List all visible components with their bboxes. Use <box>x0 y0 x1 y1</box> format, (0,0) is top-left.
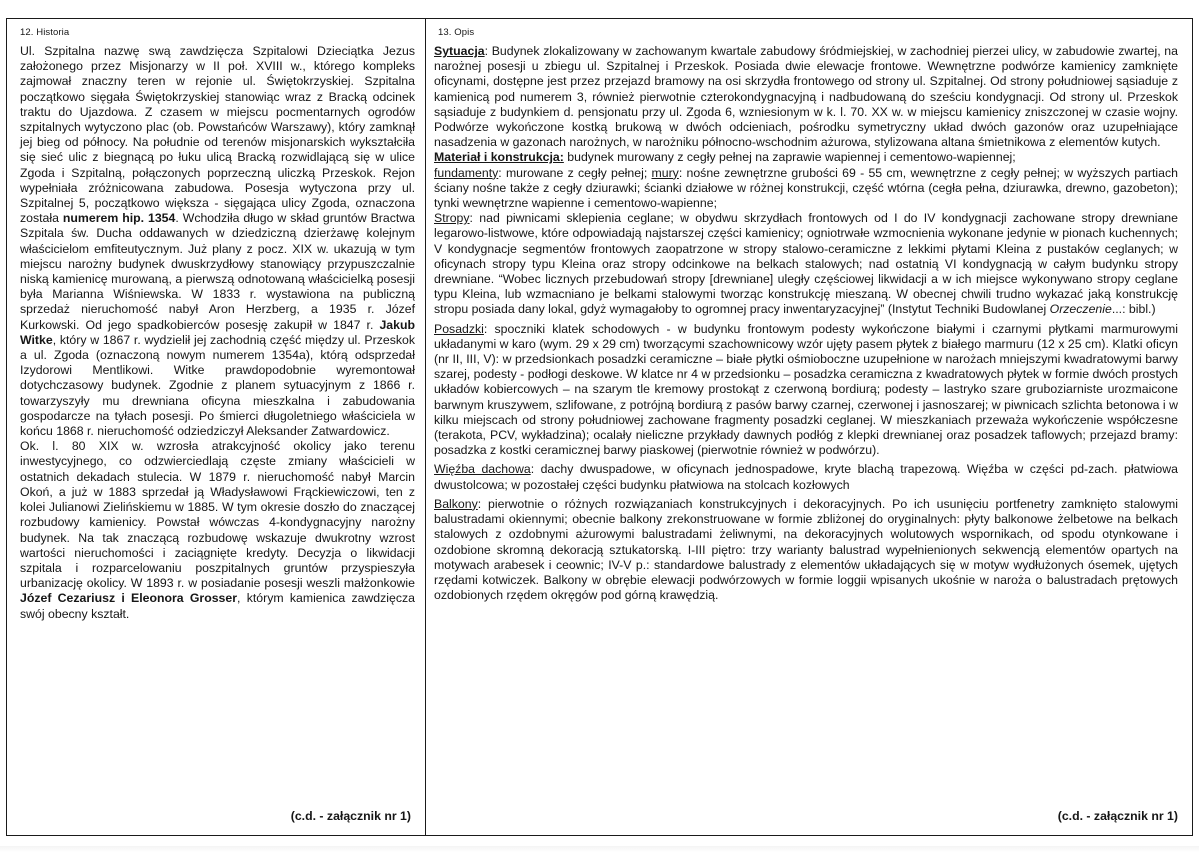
stropy-label: Stropy <box>434 211 470 226</box>
history-text-run: , którym kamienica zawdzięcza swój obecny kształt. <box>20 591 416 621</box>
history-heading: 12. Historia <box>20 27 70 38</box>
document-sheet <box>6 18 1193 836</box>
stropy-end: ...: bibl.) <box>1111 302 1156 317</box>
history-text-run: Ul. Szpitalna nazwę swą zawdzięcza Szpitalowi Dzieciątka Jezus założonego przez Misjonarzy w II poł. XVIII w., którego kompleks zajmował znaczny teren w rejonie ul. Świętokrzyskiej. Szpitalna początkowo sięgała Świętokrzyskiej stanowiąc wraz z Bracką odcinek traktu do Ujazdowa. Z czasem w miejscu pocmentarnych ogrodów szpitalnych wytyczono plac (ob. Powstańców Warszawy), który zamknął jej bieg od północy. Na południe od terenów misjonarskich wykształciła się sieć ulic z biegnącą po łuku ulicą Bracką rozwidlającą się w ulice Zgoda i Szpitalną, połączonych poprzeczną uliczką Przeskok. Rejon wypełniała zróżnicowana zabudowa. Posesja wytyczona przy ul. Szpitalnej 5, początkowo większa - sięgająca ulicy Zgoda, oznaczona została <box>20 44 415 226</box>
continued-note-left: (c.d. - załącznik nr 1) <box>290 809 411 823</box>
wiezba-text: : dachy dwuspadowe, w oficynach jednospadowe, kryte blachą trapezową. Więźba w części pd-zach. płatwiowa dwustolcowa; w pozostałej części budynku płatwiowa na stolcach kozłowych <box>434 462 1178 492</box>
description-heading: 13. Opis <box>438 27 475 38</box>
mury-label: mury <box>651 165 679 180</box>
sytuacja-label: Sytuacja <box>434 44 485 58</box>
owner-name-witke: Jakub Witke <box>20 317 415 347</box>
hip-number: numerem hip. 1354 <box>62 211 176 226</box>
history-column <box>7 19 426 835</box>
section-material <box>434 150 1178 165</box>
description-text <box>434 44 1178 603</box>
material-label: Materiał i konstrukcja: <box>434 150 564 165</box>
owner-name-grosser: Józef Cezariusz i Eleonora Grosser <box>20 591 238 606</box>
history-paragraph-2 <box>20 439 415 621</box>
section-sytuacja <box>434 44 1178 150</box>
fundamenty-text: : murowane z cegły pełnej; <box>498 165 652 180</box>
history-text-run: , który w 1867 r. wydzielił jej zachodnią część między ul. Przeskok a ul. Zgoda (oznaczoną nowym numerem 1354a), którą odsprzedał Izydorowi Mentlikowi. Witke prawdopodobnie wyremontował dotychczasowy budynek. Zgodnie z planem sytuacyjnym z 1866 r. towarzyszyły mu drewniana oficyna mieszkalna i zabudowania gospodarcze na tyłach posesji. Po śmierci długoletniego właściciela w końcu 1868 r. nieruchomość odziedziczył Aleksander Zatwardowicz. <box>20 332 415 439</box>
fundamenty-label: fundamenty <box>434 165 499 180</box>
material-text: budynek murowany z cegły pełnej na zaprawie wapiennej i cementowo-wapiennej; <box>563 150 1016 165</box>
balkony-text: : pierwotnie o różnych rozwiązaniach konstrukcyjnych i dekoracyjnych. Po ich usunięciu portfenetry zamknięto stalowymi balustradami okiennymi; obecnie balkony zrekonstruowane w formie zbliżonej do oryginalnych: płyty balkonowe żelbetowe na belkach stalowych z ozdobnymi ażurowymi balustradami żeliwnymi, na dekoracyjnych wolutowych wspornikach, od spodu otynkowane i ozdobione skromną dekoracją sztukatorską. I-III piętro: trzy warianty balustrad wypełnienionych sekwencją elementów opartych na motywach arabesek i ceownic; IV-V p.: standardowe balustrady z elementów układających się w motyw wydłużonych ósemek, ujętych rzędami kotwiczek. Balkony w obrębie elewacji podwórzowych w formie loggii wpisanych ukośnie w naroża o balustradach prętowych ozdobionych rzędem okręgów pod górną krawędzią. <box>434 496 1178 603</box>
history-text-run: Ok. l. 80 XIX w. wzrosła atrakcyjność okolicy jako terenu inwestycyjnego, co odzwierciedlają częste zmiany właścicieli w ostatnich dekadach stulecia. W 1879 r. nieruchomość nabył Marcin Okoń, a już w 1883 sprzedał ją Władysławowi Frąckiewiczowi, ten z kolei Julianowi Zielińskiemu w 1885. W tym okresie doszło do znaczącej rozbudowy kamienicy. Powstał wówczas 4-kondygnacyjny narożny budynek. Na tak znaczącą rozbudowę wskazuje dwukrotny wzrost wartości nieruchomości i zaciągnięte kredyty. Decyzja o likwidacji szpitala i rozparcelowaniu poszpitalnych gruntów przyspieszyła urbanizację okolicy. W 1893 r. w posiadanie posesji weszli małżonkowie <box>20 439 415 591</box>
sytuacja-text: : Budynek zlokalizowany w zachowanym kwartale zabudowy śródmiejskiej, w zachodniej pierzei ulicy, w zabudowie zwartej, na narożnej posesji u zbiegu ul. Szpitalnej i Przeskok. Posiada dwie elewacje frontowe. Wewnętrzne podwórze kamienicy zamknięte oficynami, dostępne jest przez przejazd bramowy na osi skrzydła frontowego od strony ul. Szpitalnej. Od strony południowej sąsiaduje z kamienicą pod numerem 3, również pierwotnie czterokondygnacyjną i nadbudowaną do sześciu kondygnacji. Od strony ul. Przeskok sąsiaduje z budynkiem d. pensjonatu przy ul. Zgoda 6, wzniesionym w k. l. 70. XX w. w miejscu kamienicy zniszczonej w czasie wojny. Podwórze wykończone kostką brukową w dwóch odcieniach, pośrodku symetryczny układ dwóch gazonów oraz uzupełniające nasadzenia w gazonach narożnych, w narożniku północno-wschodnim ażurowa, stylizowana altana śmietnikowa z elementów kutych. <box>434 44 1178 150</box>
posadzki-label: Posadzki <box>434 321 484 336</box>
posadzki-text: : spoczniki klatek schodowych - w budynku frontowym podesty wykończone białymi i czarnymi płytkami marmurowymi układanymi w karo (wym. 29 x 29 cm) tworzącymi szachownicowy wzór ujęty pasem płytek z białego marmuru (12 x 25 cm). Klatki oficyn (nr II, III, V): w przedsionkach posadzki ceramiczne – białe płytki ośmioboczne uzupełnione w narożach mniejszymi kwadratowymi barwy szarej, podesty - podłogi deskowe. W klatce nr 4 w przedsionku – posadzka ceramiczna z kwadratowych płytek w formie dwóch prostych układów kobiercowych – na szarym tle kremowy prostokąt z czerwoną bordiurą; podesty – lastryko szare gruboziarniste urozmaicone barwnym kruszywem, szlifowane, z potrójną bordiurą z pasów barwy czarnej, czerwonej i jasnoszarej; w piwnicach szlichta betonowa i w kilku miejscach od strony południowej zachowane fragmenty posadzki ceglanej. W mieszkaniach przeważa wykończenie współczesne (terakota, PCV, wykładzina); ocalały nieliczne przykłady dawnych podłóg z klepki drewnianej oraz posadzek taflowych; przejazd bramy: posadzka z kostki ceramicznej barwy piaskowej (pierwotnie również w podwórzu). <box>434 321 1178 458</box>
continued-note-right: (c.d. - załącznik nr 1) <box>1057 809 1178 823</box>
description-column <box>426 19 1192 835</box>
section-balkony <box>434 497 1178 603</box>
scan-edge <box>0 846 1199 852</box>
history-paragraph-1 <box>20 44 415 439</box>
stropy-italic: Orzeczenie <box>1049 302 1112 317</box>
stropy-text: : nad piwnicami sklepienia ceglane; w obydwu skrzydłach frontowych od I do IV kondygnacji zachowane stropy drewniane legarowo-listwowe, które odpowiadają najstarszej części kamienicy; ogniotrwałe wzmocnienia wykonane jedynie w pionach kuchennych; V kondygnacje segmentów frontowych zaopatrzone w stropy stalowo-ceramiczne z lekkimi płytami Kleina z pustaków ceglanych; w oficynach stropy typu Kleina oraz stropy odcinkowe na belkach stalowych; nad ostatnią VI kondygnacją w całym budynku stropy drewniane. “Wobec licznych przebudowań stropy [drewniane] uległy częściowej likwidacji a w ich miejsce wykonywano stropy ceglane typu Kleina, lub wzmacniano je belkami stalowymi tworząc konstrukcję mieszaną. W obecnej chwili trudno wykazać jaką konstrukcję stropu posiada dany lokal, gdyż wymagałoby to ogromnej pracy inwentaryzacyjnej” (Instytut Techniki Budowlanej <box>434 211 1178 317</box>
section-stropy <box>434 211 1178 317</box>
history-text-run: . Wchodziła długo w skład gruntów Bractwa Szpitala św. Ducha oddawanych w dziedziczną dzierżawę kolejnym właścicielom emfiteutycznym. Już plany z pocz. XIX w. ukazują w tym miejscu narożny budynek dwuskrzydłowy stanowiący przypuszczalnie niską kamienicę murowaną, a pierwszą odnotowaną właścicielką posesji była Marianna Wiśniewska. W 1833 r. wystawiona na publiczną sprzedaż nieruchomość nabył Aron Herzberg, a 1935 r. Józef Kurkowski. Od jego spadkobierców posesję zakupił w 1847 r. <box>20 211 415 332</box>
section-fundamenty <box>434 166 1178 212</box>
balkony-label: Balkony <box>434 496 478 511</box>
history-text <box>20 44 415 622</box>
wiezba-label: Więźba dachowa <box>434 462 531 477</box>
section-posadzki <box>434 322 1178 459</box>
section-wiezba <box>434 462 1178 492</box>
mury-text: : nośne zewnętrzne grubości 69 - 55 cm, wewnętrzne z cegły pełnej; w wyższych partiach ściany nośne także z cegły dziurawki; ścianki działowe w różnej konstrukcji, część wtórna (cegła pełna, dziurawka, drewno, gazobeton); tynki wewnętrzne wapienne i cementowo-wapienne; <box>434 165 1178 211</box>
